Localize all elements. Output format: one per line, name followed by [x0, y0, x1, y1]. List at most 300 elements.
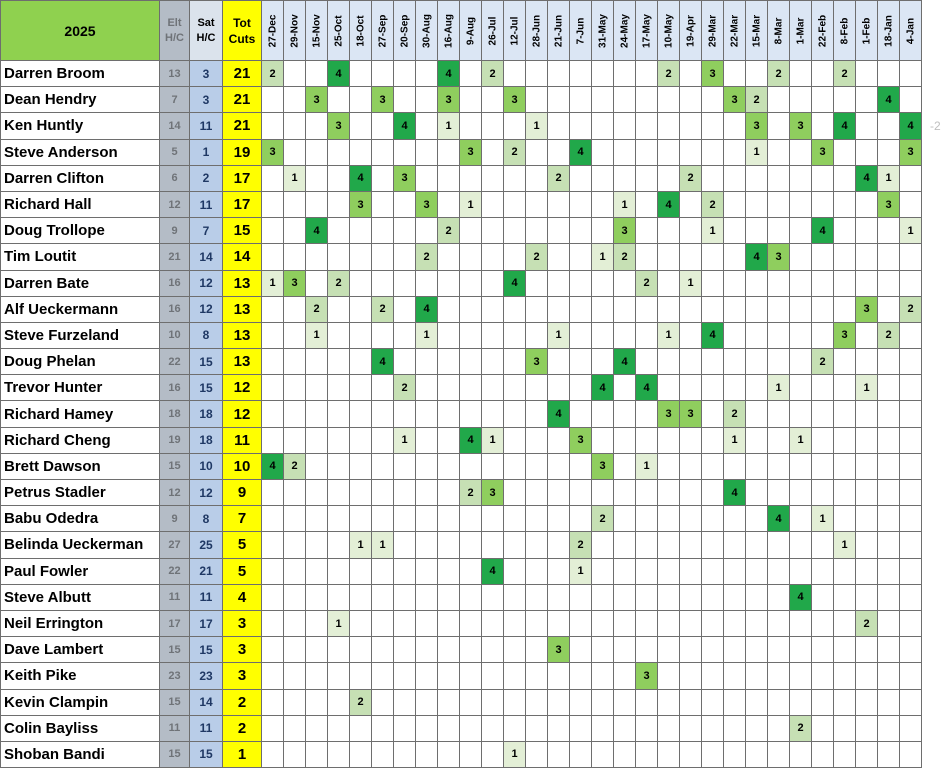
cut-cell[interactable]	[460, 322, 482, 348]
cut-cell[interactable]	[548, 113, 570, 139]
cut-cell[interactable]	[614, 480, 636, 506]
elt-hc-cell[interactable]: 22	[160, 349, 190, 375]
cut-cell[interactable]	[724, 322, 746, 348]
cut-cell[interactable]	[768, 87, 790, 113]
cut-cell[interactable]	[658, 218, 680, 244]
cut-cell[interactable]: 1	[328, 610, 350, 636]
cut-cell[interactable]	[372, 401, 394, 427]
cut-cell[interactable]	[636, 191, 658, 217]
cut-cell[interactable]	[284, 715, 306, 741]
cut-cell[interactable]: 2	[306, 296, 328, 322]
cut-cell[interactable]	[350, 506, 372, 532]
cut-cell[interactable]	[592, 113, 614, 139]
player-name-cell[interactable]: Darren Broom	[1, 61, 160, 87]
cut-cell[interactable]: 2	[328, 270, 350, 296]
cut-cell[interactable]: 2	[812, 349, 834, 375]
elt-hc-cell[interactable]: 15	[160, 453, 190, 479]
cut-cell[interactable]	[658, 584, 680, 610]
cut-cell[interactable]	[834, 296, 856, 322]
cut-cell[interactable]	[614, 139, 636, 165]
cut-cell[interactable]	[900, 453, 922, 479]
cut-cell[interactable]	[460, 506, 482, 532]
cut-cell[interactable]	[460, 401, 482, 427]
cut-cell[interactable]	[900, 165, 922, 191]
elt-hc-cell[interactable]: 9	[160, 218, 190, 244]
player-name-cell[interactable]: Keith Pike	[1, 663, 160, 689]
cut-cell[interactable]: 2	[350, 689, 372, 715]
cut-cell[interactable]	[262, 532, 284, 558]
cut-cell[interactable]	[812, 375, 834, 401]
cut-cell[interactable]	[680, 558, 702, 584]
cut-cell[interactable]	[812, 663, 834, 689]
cut-cell[interactable]: 3	[460, 139, 482, 165]
cut-cell[interactable]: 1	[284, 165, 306, 191]
cut-cell[interactable]	[526, 453, 548, 479]
cut-cell[interactable]	[878, 244, 900, 270]
cut-cell[interactable]: 3	[680, 401, 702, 427]
cut-cell[interactable]	[592, 584, 614, 610]
cut-cell[interactable]	[768, 427, 790, 453]
cut-cell[interactable]	[702, 113, 724, 139]
cut-cell[interactable]: 1	[746, 139, 768, 165]
cut-cell[interactable]	[328, 401, 350, 427]
cut-cell[interactable]	[636, 61, 658, 87]
cut-cell[interactable]	[416, 741, 438, 767]
cut-cell[interactable]	[614, 61, 636, 87]
cut-cell[interactable]	[680, 532, 702, 558]
cut-cell[interactable]	[328, 139, 350, 165]
sat-hc-cell[interactable]: 11	[190, 715, 223, 741]
sat-hc-cell[interactable]: 15	[190, 375, 223, 401]
cut-cell[interactable]	[724, 296, 746, 322]
cut-cell[interactable]	[878, 741, 900, 767]
cut-cell[interactable]	[262, 87, 284, 113]
player-name-cell[interactable]: Colin Bayliss	[1, 715, 160, 741]
tot-cuts-cell[interactable]: 17	[223, 165, 262, 191]
cut-cell[interactable]	[438, 480, 460, 506]
cut-cell[interactable]	[636, 427, 658, 453]
cut-cell[interactable]: 2	[680, 165, 702, 191]
cut-cell[interactable]	[702, 715, 724, 741]
cut-cell[interactable]	[504, 401, 526, 427]
cut-cell[interactable]	[438, 453, 460, 479]
sat-hc-cell[interactable]: 25	[190, 532, 223, 558]
cut-cell[interactable]	[790, 322, 812, 348]
cut-cell[interactable]	[746, 480, 768, 506]
cut-cell[interactable]	[856, 191, 878, 217]
date-header[interactable]	[680, 1, 702, 61]
cut-cell[interactable]: 4	[482, 558, 504, 584]
cut-cell[interactable]	[504, 506, 526, 532]
cut-cell[interactable]	[878, 427, 900, 453]
cut-cell[interactable]: 3	[438, 87, 460, 113]
cut-cell[interactable]: 4	[900, 113, 922, 139]
cut-cell[interactable]	[812, 637, 834, 663]
cut-cell[interactable]	[746, 506, 768, 532]
cut-cell[interactable]	[262, 401, 284, 427]
cut-cell[interactable]: 2	[548, 165, 570, 191]
cut-cell[interactable]	[482, 715, 504, 741]
cut-cell[interactable]	[482, 532, 504, 558]
cut-cell[interactable]	[328, 191, 350, 217]
cut-cell[interactable]	[328, 741, 350, 767]
elt-hc-cell[interactable]: 12	[160, 480, 190, 506]
elt-hc-cell[interactable]: 23	[160, 663, 190, 689]
cut-cell[interactable]	[416, 506, 438, 532]
cut-cell[interactable]	[834, 244, 856, 270]
cut-cell[interactable]: 3	[592, 453, 614, 479]
cut-cell[interactable]: 2	[438, 218, 460, 244]
cut-cell[interactable]: 3	[614, 218, 636, 244]
cut-cell[interactable]: 2	[834, 61, 856, 87]
cut-cell[interactable]	[878, 139, 900, 165]
cut-cell[interactable]	[856, 244, 878, 270]
tot-cuts-cell[interactable]: 4	[223, 584, 262, 610]
cut-cell[interactable]	[416, 165, 438, 191]
cut-cell[interactable]	[526, 689, 548, 715]
sat-hc-cell[interactable]: 10	[190, 453, 223, 479]
player-name-cell[interactable]: Richard Hamey	[1, 401, 160, 427]
cut-cell[interactable]	[284, 689, 306, 715]
player-name-cell[interactable]: Dean Hendry	[1, 87, 160, 113]
cut-cell[interactable]	[306, 453, 328, 479]
cut-cell[interactable]	[284, 427, 306, 453]
cut-cell[interactable]	[482, 296, 504, 322]
cut-cell[interactable]	[900, 506, 922, 532]
cut-cell[interactable]	[306, 165, 328, 191]
cut-cell[interactable]	[746, 401, 768, 427]
cut-cell[interactable]	[416, 427, 438, 453]
cut-cell[interactable]	[394, 401, 416, 427]
cut-cell[interactable]	[504, 349, 526, 375]
cut-cell[interactable]	[768, 270, 790, 296]
cut-cell[interactable]	[548, 218, 570, 244]
cut-cell[interactable]	[350, 401, 372, 427]
cut-cell[interactable]	[878, 506, 900, 532]
cut-cell[interactable]	[306, 506, 328, 532]
cut-cell[interactable]	[526, 218, 548, 244]
cut-cell[interactable]	[812, 610, 834, 636]
cut-cell[interactable]	[460, 741, 482, 767]
cut-cell[interactable]	[526, 61, 548, 87]
cut-cell[interactable]	[614, 741, 636, 767]
elt-hc-cell[interactable]: 16	[160, 296, 190, 322]
cut-cell[interactable]	[460, 715, 482, 741]
cut-cell[interactable]	[768, 715, 790, 741]
cut-cell[interactable]	[878, 375, 900, 401]
cut-cell[interactable]	[394, 741, 416, 767]
cut-cell[interactable]	[570, 375, 592, 401]
cut-cell[interactable]	[460, 453, 482, 479]
cut-cell[interactable]: 3	[658, 401, 680, 427]
cut-cell[interactable]: 4	[460, 427, 482, 453]
cut-cell[interactable]	[812, 453, 834, 479]
player-name-cell[interactable]: Petrus Stadler	[1, 480, 160, 506]
cut-cell[interactable]	[900, 270, 922, 296]
cut-cell[interactable]	[328, 480, 350, 506]
cut-cell[interactable]	[548, 349, 570, 375]
cut-cell[interactable]	[790, 218, 812, 244]
cut-cell[interactable]	[834, 453, 856, 479]
cut-cell[interactable]	[394, 453, 416, 479]
cut-cell[interactable]: 4	[658, 191, 680, 217]
elt-hc-header[interactable]	[160, 1, 190, 61]
cut-cell[interactable]	[702, 453, 724, 479]
cut-cell[interactable]	[548, 244, 570, 270]
cut-cell[interactable]	[724, 610, 746, 636]
cut-cell[interactable]	[372, 165, 394, 191]
cut-cell[interactable]	[812, 480, 834, 506]
cut-cell[interactable]: 2	[482, 61, 504, 87]
cut-cell[interactable]: 4	[306, 218, 328, 244]
cut-cell[interactable]	[372, 322, 394, 348]
player-name-cell[interactable]: Kevin Clampin	[1, 689, 160, 715]
cut-cell[interactable]	[658, 165, 680, 191]
sat-hc-cell[interactable]: 11	[190, 584, 223, 610]
cut-cell[interactable]	[350, 113, 372, 139]
cut-cell[interactable]	[306, 61, 328, 87]
cut-cell[interactable]	[482, 375, 504, 401]
cut-cell[interactable]	[570, 165, 592, 191]
cut-cell[interactable]: 1	[394, 427, 416, 453]
cut-cell[interactable]	[702, 584, 724, 610]
cut-cell[interactable]	[394, 689, 416, 715]
date-header[interactable]	[306, 1, 328, 61]
cut-cell[interactable]	[262, 637, 284, 663]
cut-cell[interactable]	[372, 191, 394, 217]
cut-cell[interactable]	[482, 689, 504, 715]
cut-cell[interactable]	[262, 584, 284, 610]
elt-hc-cell[interactable]: 6	[160, 165, 190, 191]
cut-cell[interactable]	[438, 165, 460, 191]
cut-cell[interactable]	[262, 689, 284, 715]
cut-cell[interactable]: 4	[350, 165, 372, 191]
cut-cell[interactable]	[262, 322, 284, 348]
cut-cell[interactable]	[394, 480, 416, 506]
cut-cell[interactable]: 1	[416, 322, 438, 348]
cut-cell[interactable]	[614, 375, 636, 401]
cut-cell[interactable]	[900, 558, 922, 584]
sat-hc-cell[interactable]: 18	[190, 401, 223, 427]
cut-cell[interactable]	[680, 191, 702, 217]
date-header[interactable]	[702, 1, 724, 61]
cut-cell[interactable]	[570, 741, 592, 767]
cut-cell[interactable]	[284, 506, 306, 532]
sat-hc-cell[interactable]: 15	[190, 637, 223, 663]
cut-cell[interactable]: 1	[614, 191, 636, 217]
cut-cell[interactable]	[812, 270, 834, 296]
elt-hc-cell[interactable]: 22	[160, 558, 190, 584]
tot-cuts-cell[interactable]: 13	[223, 349, 262, 375]
cut-cell[interactable]	[570, 296, 592, 322]
cut-cell[interactable]	[504, 322, 526, 348]
cut-cell[interactable]: 3	[482, 480, 504, 506]
cut-cell[interactable]	[284, 139, 306, 165]
cut-cell[interactable]: 3	[262, 139, 284, 165]
cut-cell[interactable]	[592, 741, 614, 767]
player-name-cell[interactable]: Steve Albutt	[1, 584, 160, 610]
cut-cell[interactable]	[482, 139, 504, 165]
cut-cell[interactable]	[724, 244, 746, 270]
cut-cell[interactable]	[306, 637, 328, 663]
cut-cell[interactable]	[658, 741, 680, 767]
cut-cell[interactable]: 3	[812, 139, 834, 165]
cut-cell[interactable]	[394, 270, 416, 296]
cut-cell[interactable]: 4	[834, 113, 856, 139]
cut-cell[interactable]	[900, 663, 922, 689]
cut-cell[interactable]	[614, 270, 636, 296]
cut-cell[interactable]: 3	[350, 191, 372, 217]
cut-cell[interactable]: 1	[438, 113, 460, 139]
cut-cell[interactable]	[746, 715, 768, 741]
cut-cell[interactable]	[746, 453, 768, 479]
cut-cell[interactable]: 4	[262, 453, 284, 479]
cut-cell[interactable]	[614, 401, 636, 427]
sat-hc-cell[interactable]: 14	[190, 244, 223, 270]
cut-cell[interactable]	[614, 663, 636, 689]
cut-cell[interactable]	[878, 113, 900, 139]
cut-cell[interactable]	[900, 584, 922, 610]
cut-cell[interactable]	[482, 270, 504, 296]
tot-cuts-cell[interactable]: 3	[223, 637, 262, 663]
cut-cell[interactable]	[746, 610, 768, 636]
elt-hc-cell[interactable]: 15	[160, 637, 190, 663]
cut-cell[interactable]	[548, 375, 570, 401]
cut-cell[interactable]	[702, 506, 724, 532]
cut-cell[interactable]	[746, 218, 768, 244]
cut-cell[interactable]	[680, 296, 702, 322]
cut-cell[interactable]	[306, 532, 328, 558]
elt-hc-cell[interactable]: 18	[160, 401, 190, 427]
cut-cell[interactable]	[526, 558, 548, 584]
date-header[interactable]	[460, 1, 482, 61]
cut-cell[interactable]	[504, 663, 526, 689]
tot-cuts-cell[interactable]: 12	[223, 375, 262, 401]
tot-cuts-cell[interactable]: 12	[223, 401, 262, 427]
cut-cell[interactable]	[658, 244, 680, 270]
cut-cell[interactable]	[548, 61, 570, 87]
cut-cell[interactable]	[306, 663, 328, 689]
elt-hc-cell[interactable]: 12	[160, 191, 190, 217]
cut-cell[interactable]	[856, 663, 878, 689]
tot-cuts-cell[interactable]: 3	[223, 610, 262, 636]
cut-cell[interactable]	[834, 218, 856, 244]
cut-cell[interactable]	[746, 165, 768, 191]
player-name-cell[interactable]: Tim Loutit	[1, 244, 160, 270]
cut-cell[interactable]: 2	[636, 270, 658, 296]
cut-cell[interactable]	[834, 165, 856, 191]
cut-cell[interactable]	[768, 741, 790, 767]
cut-cell[interactable]	[482, 506, 504, 532]
cut-cell[interactable]: 4	[878, 87, 900, 113]
cut-cell[interactable]	[372, 218, 394, 244]
date-header[interactable]	[812, 1, 834, 61]
elt-hc-cell[interactable]: 9	[160, 506, 190, 532]
cut-cell[interactable]	[592, 610, 614, 636]
cut-cell[interactable]: 3	[724, 87, 746, 113]
cut-cell[interactable]	[856, 218, 878, 244]
sat-hc-cell[interactable]: 14	[190, 689, 223, 715]
cut-cell[interactable]	[460, 270, 482, 296]
cut-cell[interactable]	[438, 741, 460, 767]
cut-cell[interactable]	[526, 375, 548, 401]
cut-cell[interactable]	[724, 453, 746, 479]
cut-cell[interactable]	[262, 349, 284, 375]
cut-cell[interactable]	[306, 191, 328, 217]
player-name-cell[interactable]: Richard Hall	[1, 191, 160, 217]
cut-cell[interactable]	[482, 244, 504, 270]
cut-cell[interactable]	[570, 637, 592, 663]
cut-cell[interactable]	[878, 349, 900, 375]
tot-cuts-cell[interactable]: 14	[223, 244, 262, 270]
cut-cell[interactable]	[592, 349, 614, 375]
cut-cell[interactable]: 3	[834, 322, 856, 348]
cut-cell[interactable]	[834, 139, 856, 165]
player-name-cell[interactable]: Ken Huntly	[1, 113, 160, 139]
cut-cell[interactable]	[790, 506, 812, 532]
cut-cell[interactable]	[262, 296, 284, 322]
cut-cell[interactable]	[394, 87, 416, 113]
player-name-cell[interactable]: Richard Cheng	[1, 427, 160, 453]
cut-cell[interactable]	[702, 165, 724, 191]
cut-cell[interactable]	[350, 296, 372, 322]
cut-cell[interactable]	[416, 401, 438, 427]
date-header[interactable]	[548, 1, 570, 61]
tot-cuts-cell[interactable]: 11	[223, 427, 262, 453]
sat-hc-cell[interactable]: 8	[190, 322, 223, 348]
cut-cell[interactable]	[900, 61, 922, 87]
date-header[interactable]	[614, 1, 636, 61]
cut-cell[interactable]: 4	[790, 584, 812, 610]
cut-cell[interactable]	[438, 689, 460, 715]
cut-cell[interactable]	[834, 689, 856, 715]
cut-cell[interactable]	[812, 244, 834, 270]
cut-cell[interactable]	[834, 584, 856, 610]
tot-cuts-cell[interactable]: 21	[223, 87, 262, 113]
date-header[interactable]	[438, 1, 460, 61]
cut-cell[interactable]: 1	[702, 218, 724, 244]
cut-cell[interactable]	[812, 715, 834, 741]
cut-cell[interactable]	[790, 375, 812, 401]
cut-cell[interactable]	[746, 427, 768, 453]
cut-cell[interactable]	[372, 270, 394, 296]
date-header[interactable]	[658, 1, 680, 61]
cut-cell[interactable]: 1	[878, 165, 900, 191]
player-name-cell[interactable]: Shoban Bandi	[1, 741, 160, 767]
cut-cell[interactable]	[614, 689, 636, 715]
cut-cell[interactable]	[482, 610, 504, 636]
cut-cell[interactable]	[306, 689, 328, 715]
cut-cell[interactable]: 3	[746, 113, 768, 139]
player-name-cell[interactable]: Dave Lambert	[1, 637, 160, 663]
cut-cell[interactable]: 1	[548, 322, 570, 348]
cut-cell[interactable]	[306, 427, 328, 453]
cut-cell[interactable]	[482, 584, 504, 610]
elt-hc-cell[interactable]: 16	[160, 375, 190, 401]
cut-cell[interactable]	[878, 296, 900, 322]
cut-cell[interactable]	[636, 584, 658, 610]
cut-cell[interactable]	[328, 558, 350, 584]
sat-hc-cell[interactable]: 18	[190, 427, 223, 453]
cut-cell[interactable]	[372, 558, 394, 584]
cut-cell[interactable]	[834, 349, 856, 375]
sat-hc-cell[interactable]: 8	[190, 506, 223, 532]
cut-cell[interactable]	[284, 113, 306, 139]
cut-cell[interactable]	[724, 218, 746, 244]
cut-cell[interactable]	[768, 296, 790, 322]
cut-cell[interactable]	[504, 558, 526, 584]
tot-cuts-cell[interactable]: 21	[223, 113, 262, 139]
